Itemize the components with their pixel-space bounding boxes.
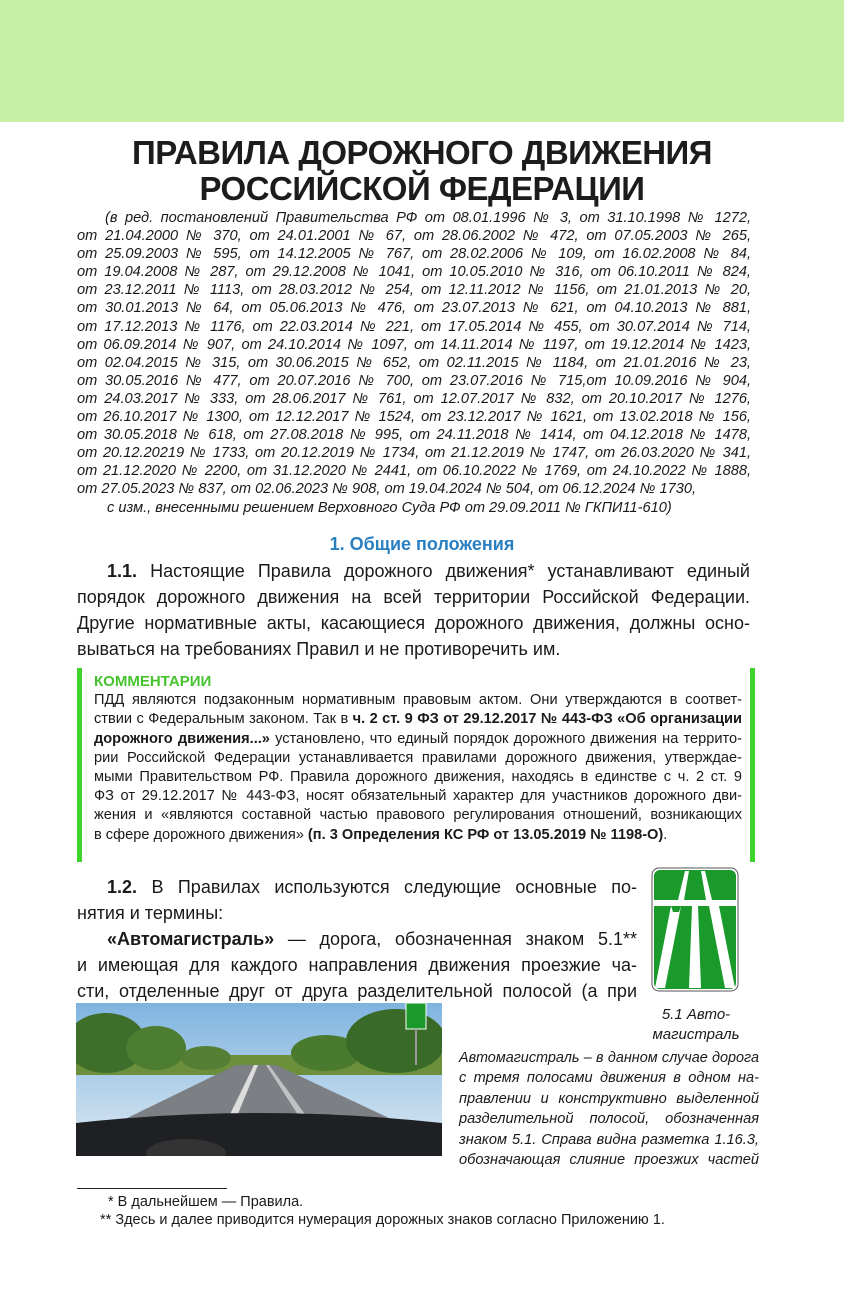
footnote-1: * В дальнейшем — Правила.	[108, 1194, 304, 1210]
court-reference: (п. 3 Определения КС РФ от 13.05.2019 № 1198-О)	[307, 826, 664, 843]
paragraph-number: 1.1.	[107, 561, 138, 581]
amendment-line: от 27.05.2023 № 837, от 02.06.2023 № 908, от 19.04.2024 № 504, от 06.12.2024 № 1730,	[77, 481, 697, 498]
comment-text: ствии с Федеральным законом. Так в	[94, 711, 353, 728]
sign-caption	[650, 1005, 742, 1045]
paragraph-line: порядок дорожного движения на всей территории Российской Федерации.	[77, 587, 750, 607]
page-title-line2: РОССИЙСКОЙ ФЕДЕРАЦИИ	[199, 170, 645, 207]
amendment-line: от 19.04.2008 № 287, от 29.12.2008 № 1041, от 10.05.2010 № 316, от 06.10.2011 № 824,	[77, 264, 751, 281]
law-reference: дорожного движения...»	[94, 730, 270, 747]
amendment-line: от 21.04.2000 № 370, от 24.01.2001 № 67, от 28.06.2002 № 472, от 07.05.2003 № 265,	[77, 228, 751, 245]
comment-line: ФЗ от 29.12.2017 № 443-ФЗ, носят обязательный характер для участников дорожного дви-	[94, 788, 742, 805]
amendment-line: от 25.09.2003 № 595, от 14.12.2005 № 767, от 28.02.2006 № 109, от 16.02.2008 № 84,	[77, 246, 751, 263]
comment-heading: КОММЕНТАРИИ	[94, 673, 212, 690]
motorway-sign-icon	[651, 867, 739, 992]
footnote-divider	[77, 1188, 227, 1189]
paragraph-line: Настоящие Правила дорожного движения* устанавливают единый	[150, 561, 750, 581]
amendment-line: от 20.12.20219 № 1733, от 20.12.2019 № 1734, от 21.12.2019 № 1747, от 26.03.2020 № 341,	[77, 445, 751, 462]
comment-line: рии Российской Федерации устанавливается правилами дорожного движения, утверждае-	[94, 749, 742, 766]
amendment-line: от 06.09.2014 № 907, от 24.10.2014 № 1097, от 14.11.2014 № 1197, от 19.12.2014 № 1423,	[77, 336, 751, 353]
paragraph-line: — дорога, обозначенная знаком 5.1**	[274, 929, 637, 949]
amendment-line: от 21.12.2020 № 2200, от 31.12.2020 № 2441, от 06.10.2022 № 1769, от 24.10.2022 № 1888,	[77, 463, 751, 480]
page-title-line1: ПРАВИЛА ДОРОЖНОГО ДВИЖЕНИЯ	[132, 134, 712, 171]
photo-caption-line: разделительной полосой, обозначенная	[459, 1111, 759, 1128]
comment-line: жения и «являются составной частью правового регулирования отношений, возникающих	[94, 807, 742, 824]
sign-caption-line: магистраль	[652, 1026, 740, 1043]
comment-box	[77, 668, 751, 862]
paragraph-line: В Правилах используются следующие основные по-	[151, 877, 637, 897]
sign-caption-line: 5.1 Авто-	[661, 1006, 731, 1023]
amendment-line: от 24.03.2017 № 333, от 28.06.2017 № 761, от 12.07.2017 № 832, от 20.10.2017 № 1276,	[77, 390, 751, 407]
paragraph-line: Другие нормативные акты, касающиеся дорожного движения, должны осно-	[77, 613, 750, 633]
amendment-line: от 23.12.2011 № 1113, от 28.03.2012 № 254, от 12.11.2012 № 1156, от 21.01.2013 № 20,	[77, 282, 751, 299]
amendment-line: от 02.04.2015 № 315, от 30.06.2015 № 652, от 02.11.2015 № 1184, от 21.01.2016 № 23,	[77, 354, 751, 371]
paragraph-1-2	[77, 874, 637, 1004]
paragraph-line: вываться на требованиях Правил и не противоречить им.	[77, 639, 561, 659]
section-heading: 1. Общие положения	[329, 534, 515, 554]
amendment-line: (в ред. постановлений Правительства РФ от 08.01.1996 № 3, от 31.10.1998 № 1272,	[105, 210, 751, 226]
comment-text: .	[663, 826, 668, 843]
photo-caption-line: с тремя полосами движения в одном на-	[459, 1070, 759, 1087]
paragraph-line: и имеющая для каждого направления движения проезжие ча-	[77, 955, 637, 975]
paragraph-number: 1.2.	[107, 877, 138, 897]
amendment-line: от 26.10.2017 № 1300, от 12.12.2017 № 1524, от 23.12.2017 № 1621, от 13.02.2018 № 156,	[77, 409, 751, 426]
header-band	[0, 0, 844, 122]
photo-caption-line: знаком 5.1. Справа видна разметка 1.16.3,	[459, 1131, 759, 1148]
photo-caption-line: правлении и конструктивно выделенной	[459, 1090, 759, 1107]
paragraph-1-1	[77, 558, 750, 662]
comment-text: установлено, что единый порядок дорожного движения на террито-	[269, 730, 742, 747]
footnote-2: ** Здесь и далее приводится нумерация дорожных знаков согласно Приложению 1.	[100, 1212, 665, 1228]
comment-line: мыми Правительством РФ. Правила дорожного движения, находясь в единстве с ч. 2 ст. 9	[94, 769, 742, 786]
comment-line: ПДД являются подзаконным нормативным правовым актом. Они утверждаются в соответ-	[94, 692, 742, 709]
amendment-line: от 30.05.2016 № 477, от 20.07.2016 № 700, от 23.07.2016 № 715,от 10.09.2016 № 904,	[77, 372, 751, 389]
paragraph-line: нятия и термины:	[77, 903, 224, 923]
photo-caption-line: Автомагистраль – в данном случае дорога	[459, 1050, 759, 1066]
amendments-list	[77, 209, 751, 517]
amendment-line: от 30.01.2013 № 64, от 05.06.2013 № 476, от 23.07.2013 № 621, от 04.10.2013 № 881,	[77, 300, 751, 317]
comment-text: в сфере дорожного движения»	[94, 826, 308, 843]
law-reference: ч. 2 ст. 9 ФЗ от 29.12.2017 № 443-ФЗ «Об организации	[352, 711, 742, 728]
term: «Автомагистраль»	[107, 929, 275, 949]
photo-caption-line: обозначающая слияние проезжих частей	[459, 1152, 759, 1169]
motorway-photo	[76, 1003, 442, 1156]
amendment-line: с изм., внесенными решением Верховного Суда РФ от 29.09.2011 № ГКПИ11-610)	[107, 499, 672, 516]
photo-caption	[459, 1048, 759, 1170]
amendment-line: от 17.12.2013 № 1176, от 22.03.2014 № 221, от 17.05.2014 № 455, от 30.07.2014 № 714,	[77, 318, 751, 335]
comment-bar-left	[77, 668, 82, 862]
amendment-line: от 30.05.2018 № 618, от 27.08.2018 № 995, от 24.11.2018 № 1414, от 04.12.2018 № 1478,	[77, 427, 751, 444]
paragraph-line: сти, отделенные друг от друга разделительной полосой (а при	[77, 981, 637, 1001]
comment-bar-right	[750, 668, 755, 862]
